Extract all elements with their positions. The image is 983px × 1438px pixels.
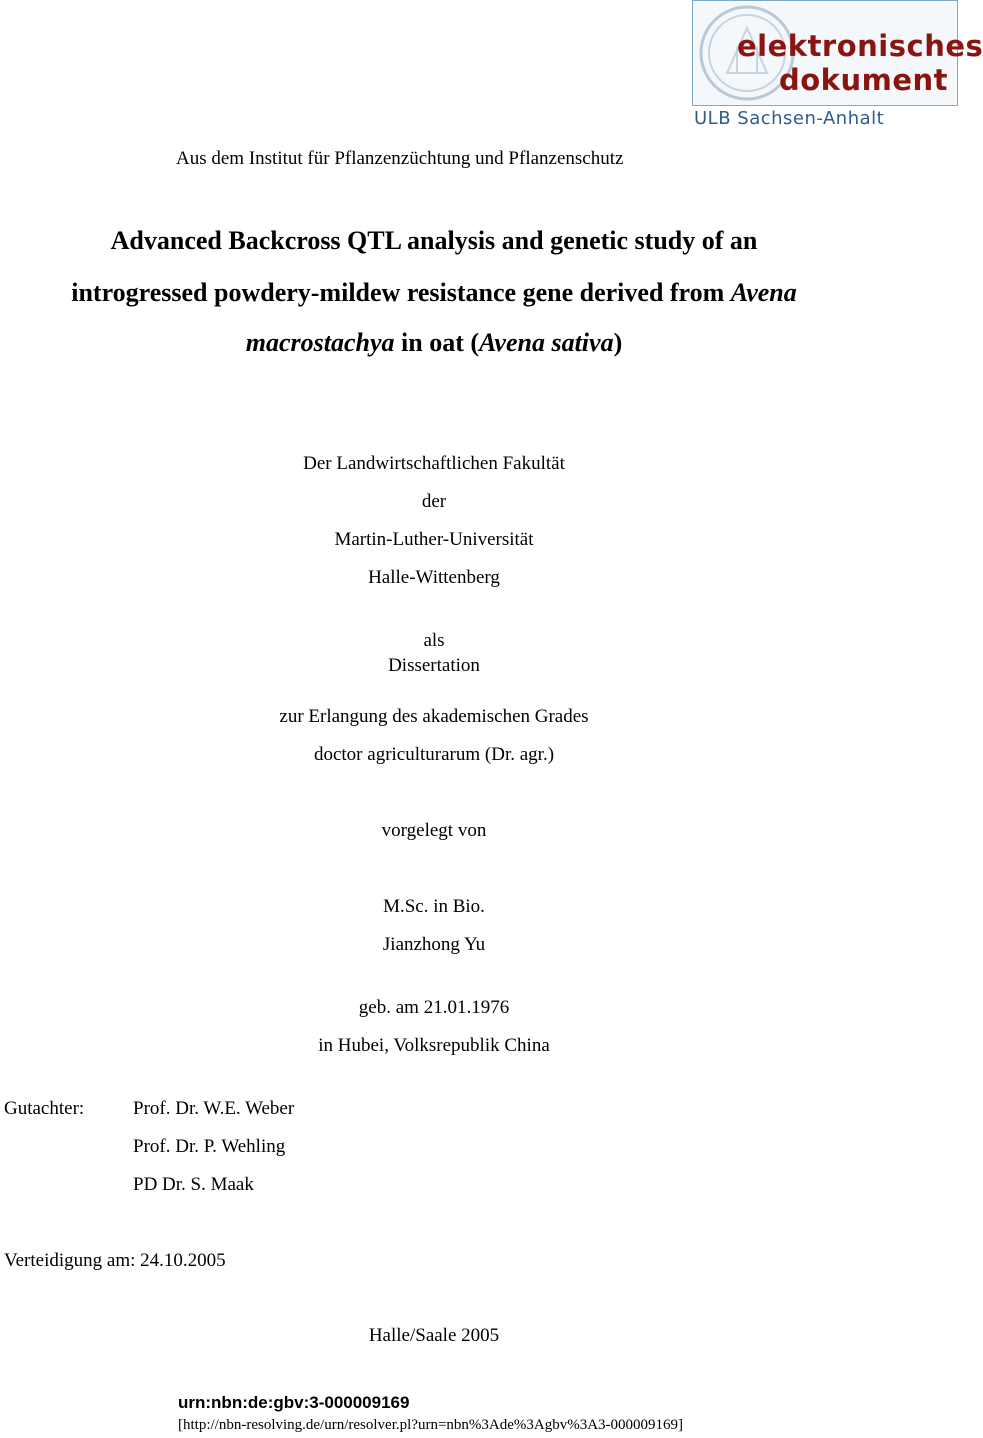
als-line: als — [423, 630, 445, 651]
presented-by: vorgelegt von — [381, 820, 487, 841]
place-year: Halle/Saale 2005 — [368, 1325, 500, 1346]
title-italic-macrostachya: macrostachya — [245, 328, 395, 357]
title-line-2 — [0, 278, 868, 308]
reviewers-label: Gutachter: — [4, 1098, 85, 1119]
reviewer-3: PD Dr. S. Maak — [133, 1174, 254, 1195]
reviewer-1: Prof. Dr. W.E. Weber — [133, 1098, 295, 1119]
reviewer-2: Prof. Dr. P. Wehling — [133, 1136, 286, 1157]
title-text-3b: ) — [613, 328, 623, 357]
logo-word-2: dokument — [779, 63, 949, 97]
author-born: geb. am 21.01.1976 — [358, 997, 510, 1018]
faculty-line-1: Der Landwirtschaftlichen Fakultät — [303, 453, 565, 474]
title-text-1: Advanced Backcross QTL analysis and genetic study of an — [110, 226, 758, 255]
faculty-line-2: der — [421, 491, 447, 512]
dissertation-line: Dissertation — [388, 655, 480, 676]
defense-date: Verteidigung am: 24.10.2005 — [4, 1250, 226, 1271]
ulb-logo — [692, 0, 983, 132]
faculty-line-4: Halle-Wittenberg — [368, 567, 500, 588]
logo-word-1: elektronisches — [737, 29, 983, 63]
title-italic-sativa: Avena sativa — [479, 328, 614, 357]
title-italic-avena: Avena — [730, 278, 797, 307]
title-text-2: introgressed powdery-mildew resistance gene derived from — [71, 278, 725, 307]
author-place: in Hubei, Volksrepublik China — [318, 1035, 550, 1056]
title-text-3a: in oat ( — [401, 328, 480, 357]
institute-line: Aus dem Institut für Pflanzenzüchtung und Pflanzenschutz — [176, 148, 624, 169]
urn-identifier: urn:nbn:de:gbv:3-000009169 — [178, 1393, 410, 1412]
author-name: Jianzhong Yu — [382, 934, 486, 955]
logo-box — [692, 0, 983, 106]
degree-name-line: doctor agriculturarum (Dr. agr.) — [313, 744, 555, 765]
title-line-3 — [0, 328, 868, 358]
title-line-1 — [0, 226, 868, 256]
author-degree: M.Sc. in Bio. — [383, 896, 485, 917]
resolver-link[interactable]: [http://nbn-resolving.de/urn/resolver.pl?urn=nbn%3Ade%3Agbv%3A3-000009169] — [178, 1417, 684, 1433]
faculty-line-3: Martin-Luther-Universität — [334, 529, 534, 550]
degree-purpose-line: zur Erlangung des akademischen Grades — [279, 706, 589, 727]
logo-institution: ULB Sachsen-Anhalt — [694, 108, 885, 129]
